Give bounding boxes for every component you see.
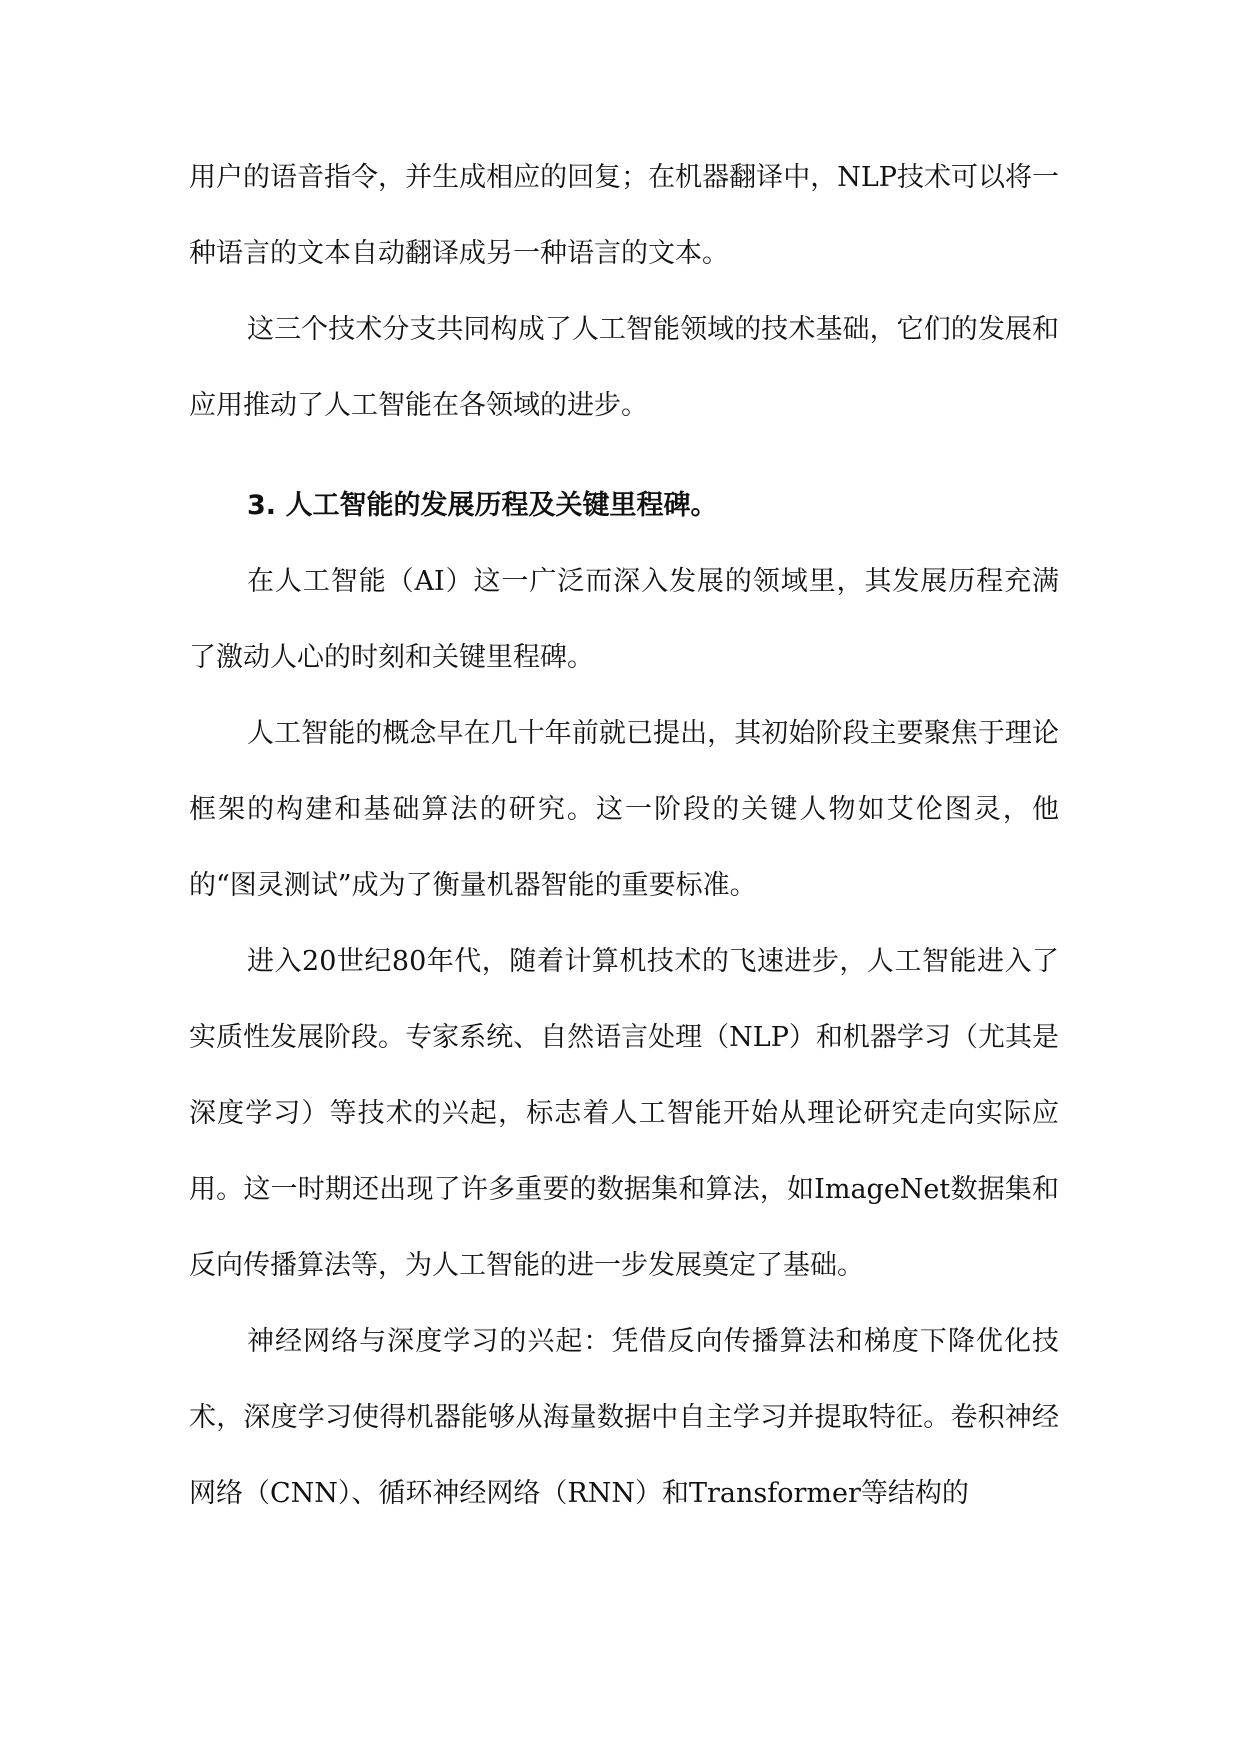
paragraph-1980s: 进入20世纪80年代，随着计算机技术的飞速进步，人工智能进入了实质性发展阶段。专家系统、自然语言处理（NLP）和机器学习（尤其是深度学习）等技术的兴起，标志着人工智能开始从理论研究走向实际应用。这一时期还出现了许多重要的数据集和算法，如ImageNet数据集和反向传播算法等，为人工智能的进一步发展奠定了基础。 bbox=[189, 946, 1059, 1281]
document-body bbox=[189, 140, 1059, 1532]
paragraph-ai-concept: 人工智能的概念早在几十年前就已提出，其初始阶段主要聚焦于理论框架的构建和基础算法的研究。这一阶段的关键人物如艾伦图灵，他的“图灵测试”成为了衡量机器智能的重要标准。 bbox=[189, 718, 1059, 901]
paragraph-ai-intro: 在人工智能（AI）这一广泛而深入发展的领域里，其发展历程充满了激动人心的时刻和关键里程碑。 bbox=[189, 566, 1059, 673]
paragraph-continuation: 用户的语音指令，并生成相应的回复；在机器翻译中，NLP技术可以将一种语言的文本自动翻译成另一种语言的文本。 bbox=[189, 162, 1059, 269]
section-heading: 3. 人工智能的发展历程及关键里程碑。 bbox=[247, 490, 718, 521]
paragraph-deep-learning: 神经网络与深度学习的兴起：凭借反向传播算法和梯度下降优化技术，深度学习使得机器能够从海量数据中自主学习并提取特征。卷积神经网络（CNN）、循环神经网络（RNN）和Transformer等结构的 bbox=[189, 1326, 1059, 1509]
paragraph-tech-branches: 这三个技术分支共同构成了人工智能领域的技术基础，它们的发展和应用推动了人工智能在各领域的进步。 bbox=[189, 314, 1059, 421]
